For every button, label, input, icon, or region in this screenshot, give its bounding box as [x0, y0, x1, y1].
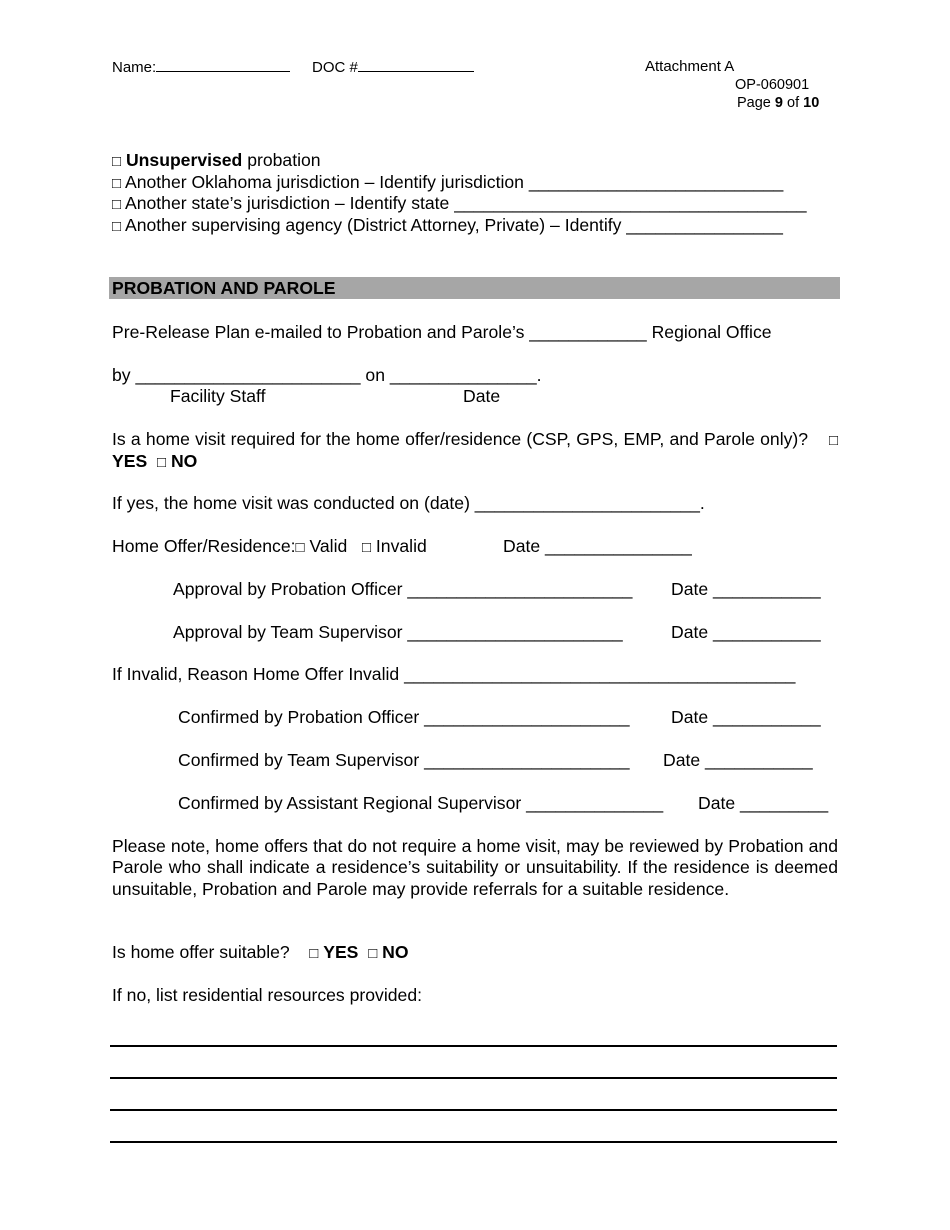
resource-entry-line[interactable] [110, 1077, 837, 1079]
op-number: OP-060901 [735, 77, 810, 93]
invalid-option[interactable]: □ Invalid [361, 536, 427, 556]
section-title: PROBATION AND PAROLE [112, 278, 336, 298]
checkbox-icon[interactable]: □ [157, 454, 167, 472]
prerelease-plan-line[interactable]: Pre-Release Plan e-mailed to Probation and Parole’s ____________ Regional Office [112, 322, 772, 342]
resource-entry-line[interactable] [110, 1045, 837, 1047]
checkbox-icon[interactable]: □ [828, 432, 838, 449]
valid-option[interactable]: □ Valid [295, 536, 348, 556]
confirmed-assistant-regional-supervisor-line[interactable]: Confirmed by Assistant Regional Supervisor ______________ [178, 793, 664, 813]
confirmed-team-supervisor-line[interactable]: Confirmed by Team Supervisor _____________________ [178, 750, 630, 770]
approval-probation-officer-line[interactable]: Approval by Probation Officer _______________________ [173, 579, 633, 599]
home-offer-suitable-question: Is home offer suitable? □ YES □ NO [112, 942, 409, 962]
home-visit-yes-option[interactable]: □ YES [112, 432, 838, 472]
residential-resources-label: If no, list residential resources provided: [112, 985, 422, 1005]
option-other-agency[interactable]: □ Another supervising agency (District Attorney, Private) – Identify ________________ [112, 215, 783, 235]
confirmed-probation-officer-line[interactable]: Confirmed by Probation Officer _____________________ [178, 707, 630, 727]
option-another-state[interactable]: □ Another state’s jurisdiction – Identify state ____________________________________ [112, 193, 807, 213]
checkbox-icon[interactable]: □ [112, 218, 122, 235]
checkbox-icon[interactable]: □ [112, 153, 122, 170]
home-offer-residence-line: Home Offer/Residence:□ Valid □ Invalid [112, 536, 427, 556]
suitable-yes-option[interactable]: □ YES [309, 942, 359, 962]
home-offer-date-field[interactable]: Date _______________ [503, 536, 692, 556]
facility-staff-date-line[interactable]: by _______________________ on _______________. [112, 365, 542, 385]
approval-team-supervisor-date[interactable]: Date ___________ [671, 622, 821, 642]
invalid-reason-line[interactable]: If Invalid, Reason Home Offer Invalid ________________________________________ [112, 664, 796, 684]
checkbox-icon[interactable]: □ [112, 196, 122, 213]
checkbox-icon[interactable]: □ [112, 175, 122, 192]
name-field[interactable] [112, 58, 290, 76]
home-visit-no-option[interactable]: □ NO [157, 451, 198, 472]
confirmed-probation-officer-date[interactable]: Date ___________ [671, 707, 821, 727]
doc-number-field[interactable] [312, 58, 474, 76]
home-offer-note: Please note, home offers that do not require a home visit, may be reviewed by Probation and Parole who shall indicate a residence’s suitability or unsuitability. If the residence is deemed unsuitable, Probation and Parole may provide referrals for a suitable residence. [112, 836, 838, 899]
checkbox-icon[interactable]: □ [368, 945, 378, 962]
approval-probation-officer-date[interactable]: Date ___________ [671, 579, 821, 599]
checkbox-icon[interactable]: □ [309, 945, 319, 962]
confirmed-team-supervisor-date[interactable]: Date ___________ [663, 750, 813, 770]
resource-entry-line[interactable] [110, 1141, 837, 1143]
name-line[interactable] [156, 58, 290, 72]
doc-line[interactable] [358, 58, 474, 72]
confirmed-assistant-regional-supervisor-date[interactable]: Date _________ [698, 793, 829, 813]
attachment-label: Attachment A [645, 58, 735, 75]
checkbox-icon[interactable]: □ [361, 539, 372, 556]
page-indicator: Page 9 of 10 [737, 95, 820, 111]
option-unsupervised[interactable]: □ Unsupervised probation [112, 150, 321, 170]
facility-staff-caption: Facility Staff [170, 386, 266, 406]
date-caption: Date [463, 386, 501, 406]
checkbox-icon[interactable]: □ [295, 539, 305, 556]
option-oklahoma-jurisdiction[interactable]: □ Another Oklahoma jurisdiction – Identify jurisdiction __________________________ [112, 172, 784, 192]
suitable-no-option[interactable]: □ NO [368, 942, 409, 962]
home-visit-date-line[interactable]: If yes, the home visit was conducted on (date) _______________________. [112, 493, 705, 513]
home-visit-question: Is a home visit required for the home offer/residence (CSP, GPS, EMP, and Parole only)? □ YES □ NO [112, 429, 838, 472]
doc-label: DOC # [312, 59, 358, 76]
approval-team-supervisor-line[interactable]: Approval by Team Supervisor ______________________ [173, 622, 623, 642]
name-label: Name: [112, 59, 157, 76]
resource-entry-line[interactable] [110, 1109, 837, 1111]
